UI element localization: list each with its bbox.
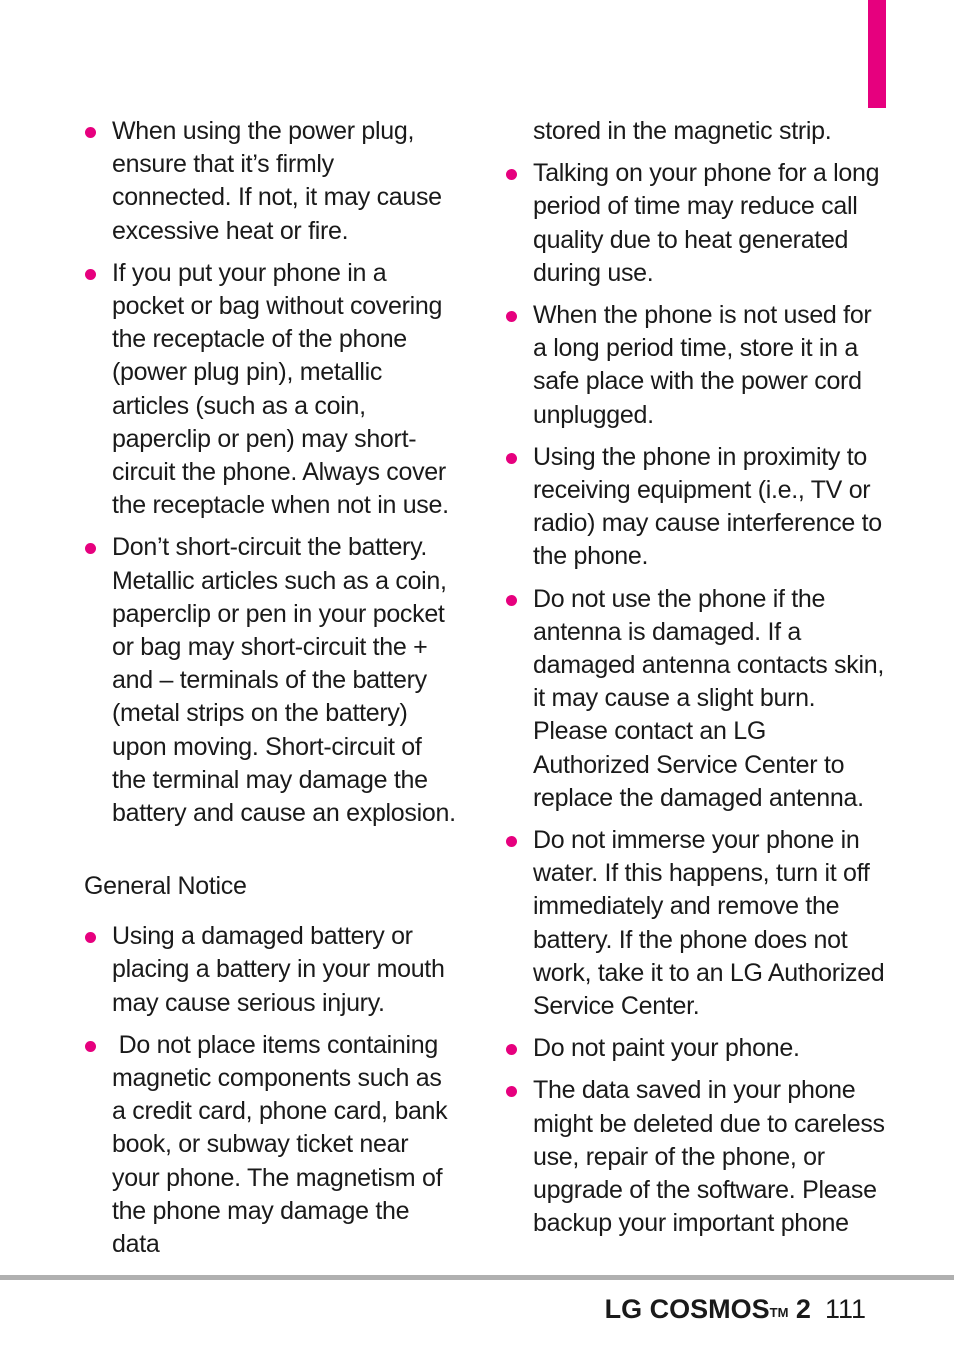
section-tab-marker bbox=[868, 0, 886, 108]
bullet-icon bbox=[85, 127, 96, 138]
list-item bbox=[84, 257, 456, 523]
brand-name: LG COSMOS bbox=[604, 1294, 770, 1324]
trademark-mark: TM bbox=[769, 1305, 789, 1320]
list-item-text: When the phone is not used for a long period time, store it in a safe place with the power cord unplugged. bbox=[533, 301, 872, 429]
list-item bbox=[505, 583, 885, 815]
list-item bbox=[505, 1074, 885, 1240]
continued-text: stored in the magnetic strip. bbox=[533, 117, 832, 145]
list-item-text: Talking on your phone for a long period of time may reduce call quality due to heat generated during use. bbox=[533, 159, 880, 287]
right-column bbox=[505, 115, 885, 1250]
bullet-icon bbox=[506, 169, 517, 180]
list-item-text: The data saved in your phone might be deleted due to careless use, repair of the phone, or upgrade of the software. Please backup your important phone bbox=[533, 1076, 885, 1238]
list-item bbox=[505, 157, 885, 290]
bullet-icon bbox=[506, 595, 517, 606]
page-number: 111 bbox=[824, 1294, 866, 1324]
list-item-text: Do not place items containing magnetic components such as a credit card, phone card, bank book, or subway ticket near your phone. The magnetism of the phone may damage the data bbox=[112, 1030, 455, 1259]
footer-divider bbox=[0, 1275, 954, 1280]
bullet-icon bbox=[85, 543, 96, 554]
section-heading: General Notice bbox=[84, 872, 247, 901]
list-item bbox=[505, 1032, 885, 1065]
list-item-text: Do not paint your phone. bbox=[533, 1034, 800, 1063]
bullet-list-bottom bbox=[84, 920, 456, 1261]
bullet-icon bbox=[506, 1086, 517, 1097]
bullet-icon bbox=[506, 311, 517, 322]
list-item-text: Do not use the phone if the antenna is damaged. If a damaged antenna contacts skin, it may cause a slight burn. Please contact an LG Authorized Service Center to replace the damaged antenna. bbox=[533, 584, 884, 812]
bullet-icon bbox=[506, 453, 517, 464]
bullet-icon bbox=[506, 1044, 517, 1055]
list-item-text: Using the phone in proximity to receiving equipment (i.e., TV or radio) may cause interference to the phone. bbox=[533, 442, 882, 571]
list-item-text: If you put your phone in a pocket or bag without covering the receptacle of the phone (power plug pin), metallic articles (such as a coin, paperclip or pen) may short-circuit the phone. Always cover the receptacle when not in use. bbox=[112, 258, 449, 520]
list-item bbox=[505, 299, 885, 432]
list-item bbox=[505, 824, 885, 1023]
list-item bbox=[84, 920, 456, 1020]
list-item bbox=[84, 1029, 456, 1261]
list-item-text: Don’t short-circuit the battery. Metallic articles such as a coin, paperclip or pen in your pocket or bag may short-circuit the + and – terminals of the battery (metal strips on the battery) upon moving. Short-circuit of the terminal may damage the battery and cause an explosion. bbox=[112, 533, 456, 828]
list-item-text: Do not immerse your phone in water. If this happens, turn it off immediately and remove the battery. If the phone does not work, take it to an LG Authorized Service Center. bbox=[533, 826, 885, 1021]
page-footer bbox=[605, 1293, 866, 1325]
list-item bbox=[84, 531, 456, 830]
bullet-icon bbox=[85, 269, 96, 280]
list-item-text: When using the power plug, ensure that it’s firmly connected. If not, it may cause excessive heat or fire. bbox=[112, 117, 442, 245]
bullet-icon bbox=[85, 1041, 96, 1052]
left-column bbox=[84, 115, 456, 1270]
list-item bbox=[84, 115, 456, 248]
bullet-icon bbox=[506, 836, 517, 847]
bullet-icon bbox=[85, 932, 96, 943]
list-item bbox=[505, 441, 885, 574]
model-number: 2 bbox=[795, 1294, 811, 1324]
bullet-list-right bbox=[505, 157, 885, 1240]
bullet-list-top bbox=[84, 115, 456, 830]
list-item-text: Using a damaged battery or placing a battery in your mouth may cause serious injury. bbox=[112, 922, 445, 1017]
product-name bbox=[605, 1294, 811, 1324]
